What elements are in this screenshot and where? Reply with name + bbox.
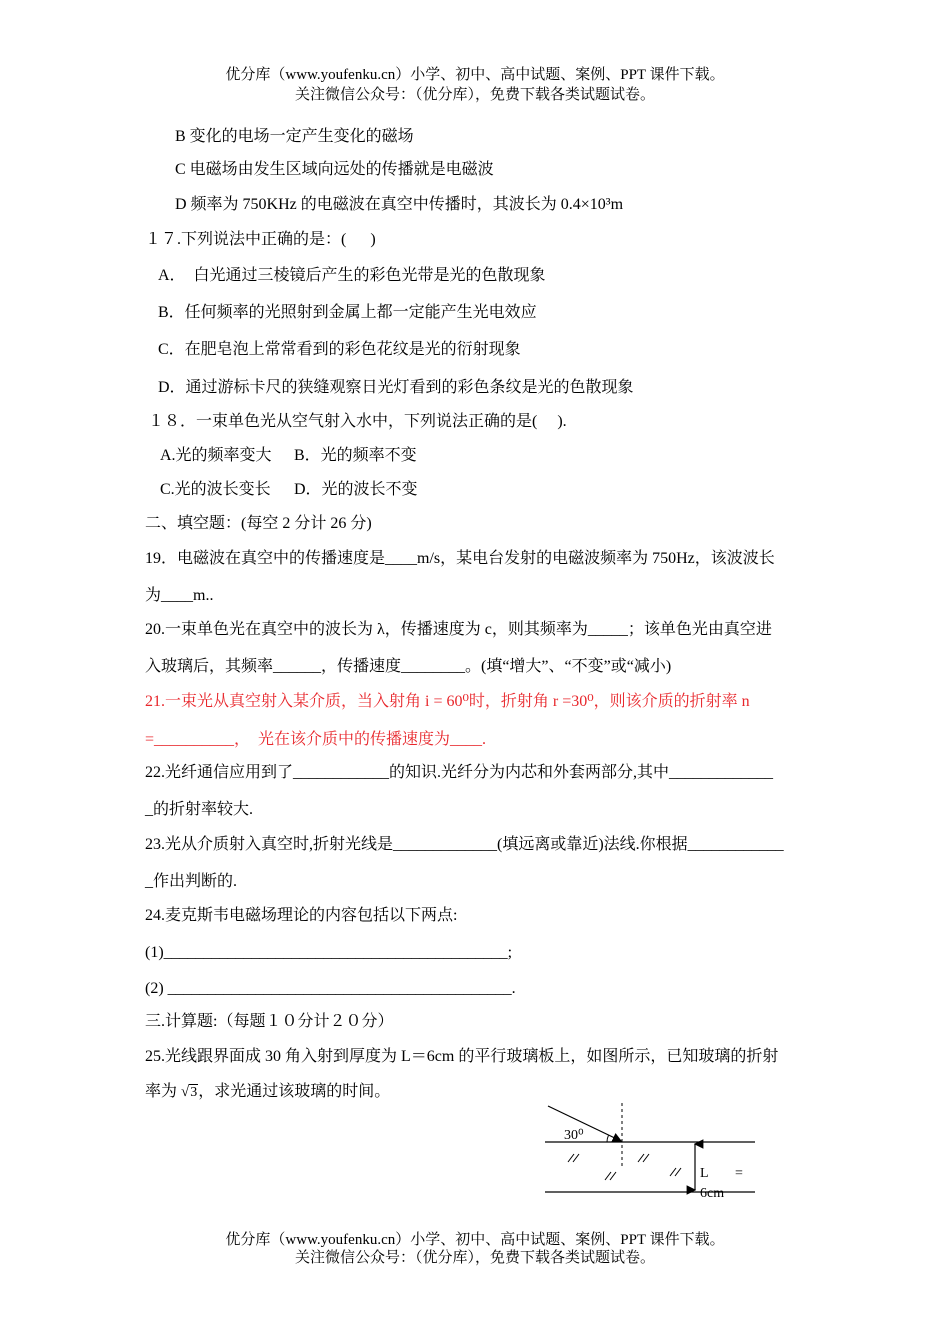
q17-option-d: D．通过游标卡尺的狭缝观察日光灯看到的彩色条纹是光的色散现象: [158, 379, 634, 396]
q24-stem: 24.麦克斯韦电磁场理论的内容包括以下两点:: [145, 907, 458, 924]
q25-line-2: [145, 1082, 390, 1102]
hatch-mark: [670, 1168, 676, 1176]
q18-option-d: D．光的波长不变: [294, 481, 418, 498]
angle-arc: [607, 1136, 608, 1142]
hatch-mark: [675, 1168, 681, 1176]
sqrt-expression: [181, 1082, 198, 1103]
sqrt-radicand: 3: [190, 1085, 198, 1100]
thickness-value: 6cm: [700, 1186, 725, 1201]
q25-line-2-suffix: ，求光通过该玻璃的时间。: [198, 1083, 391, 1100]
page-footer-line-1: 优分库（www.youfenku.cn）小学、初中、高中试题、案例、PPT 课件下载。: [225, 1232, 725, 1248]
q20-line-2: 入玻璃后，其频率______，传播速度________。(填“增大”、“不变”或“减小): [145, 658, 672, 675]
q16-option-c: C 电磁场由发生区域向远处的传播就是电磁波: [175, 161, 494, 178]
q19-line-2: 为____m..: [145, 587, 214, 604]
q17-option-c: C．在肥皂泡上常常看到的彩色花纹是光的衍射现象: [158, 341, 521, 358]
q25-line-2-prefix: 率为: [145, 1083, 182, 1100]
q17-option-b: B．任何频率的光照射到金属上都一定能产生光电效应: [158, 304, 537, 321]
q19-line-1: 19．电磁波在真空中的传播速度是____m/s，某电台发射的电磁波频率为 750Hz，该波波长: [145, 550, 775, 567]
q21-line-1: 21.一束光从真空射入某介质，当入射角 i = 60⁰时，折射角 r =30⁰，则该介质的折射率 n: [145, 693, 750, 710]
page-header-line-1: 优分库（www.youfenku.cn）小学、初中、高中试题、案例、PPT 课件下载。: [225, 67, 725, 83]
thickness-symbol: L: [700, 1166, 709, 1181]
q16-option-d: D 频率为 750KHz 的电磁波在真空中传播时，其波长为 0.4×10³m: [175, 196, 624, 213]
section-3-title: 三.计算题:（每题１０分计２０分）: [145, 1013, 394, 1030]
q17-option-a: A． 白光通过三棱镜后产生的彩色光带是光的色散现象: [158, 267, 546, 284]
hatch-mark: [605, 1172, 611, 1180]
incident-ray: [548, 1106, 621, 1141]
q23-line-2: _作出判断的.: [145, 873, 238, 890]
hatch-mark: [568, 1154, 574, 1162]
q22-line-1: 22.光纤通信应用到了____________的知识.光纤分为内芯和外套两部分,其中_____________: [145, 764, 774, 781]
q25-line-1: 25.光线跟界面成 30 角入射到厚度为 L＝6cm 的平行玻璃板上，如图所示，已知玻璃的折射: [145, 1048, 779, 1065]
equals-sign: =: [735, 1166, 743, 1181]
q18-stem: １８．一束单色光从空气射入水中，下列说法正确的是( ).: [148, 413, 567, 430]
q18-option-b: B．光的频率不变: [294, 447, 417, 464]
q23-line-1: 23.光从介质射入真空时,折射光线是_____________(填远离或靠近)法线.你根据____________: [145, 836, 784, 853]
section-2-title: 二、填空题：(每空 2 分计 26 分): [145, 515, 372, 532]
page-header-line-2: 关注微信公众号：（优分库），免费下载各类试题试卷。: [294, 87, 655, 103]
page-footer-line-2: 关注微信公众号：（优分库），免费下载各类试题试卷。: [294, 1250, 655, 1266]
glass-hatch-marks: [568, 1154, 681, 1180]
q22-line-2: _的折射率较大.: [145, 801, 254, 818]
q18-option-c: C.光的波长变长: [160, 481, 271, 498]
q20-line-1: 20.一束单色光在真空中的波长为 λ，传播速度为 c，则其频率为_____；该单色光由真空进: [145, 621, 772, 638]
q16-option-b: B 变化的电场一定产生变化的磁场: [175, 128, 414, 145]
q18-option-a: A.光的频率变大: [160, 447, 272, 464]
hatch-mark: [643, 1154, 649, 1162]
angle-label: 30⁰: [564, 1128, 584, 1143]
sqrt-symbol: √: [181, 1084, 190, 1100]
q17-stem: １７.下列说法中正确的是：( ): [145, 231, 376, 248]
hatch-mark: [610, 1172, 616, 1180]
q21-line-2: =__________， 光在该介质中的传播速度为____.: [145, 731, 487, 748]
hatch-mark: [638, 1154, 644, 1162]
q24-item-1: (1)___________________________________________;: [145, 944, 513, 961]
q24-item-2: (2) ___________________________________________.: [145, 980, 516, 997]
glass-plate-figure: [540, 1098, 765, 1206]
hatch-mark: [573, 1154, 579, 1162]
